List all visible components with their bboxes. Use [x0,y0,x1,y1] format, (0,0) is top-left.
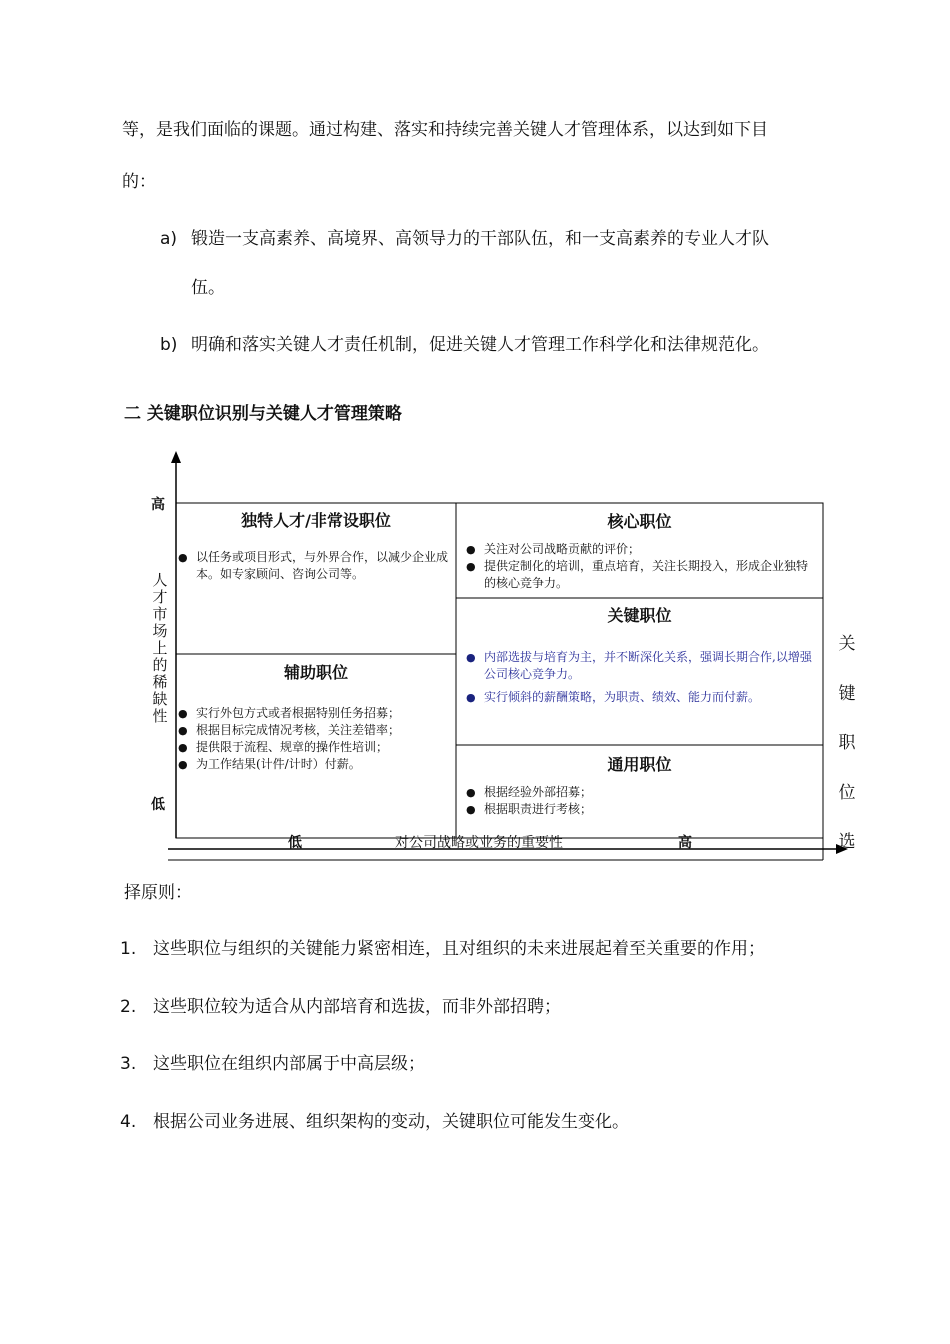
quadrant-key-title: 关键职位 [607,606,672,625]
x-axis-label: 对公司战略或业务的重要性 [395,835,563,851]
quadrant-core-list [466,541,818,592]
y-axis-arrowhead [171,451,181,463]
principle-4-number: 4. [120,1112,137,1132]
y-axis-label: 人才市场上的稀缺性 [152,571,168,725]
list-item: ● 为工作结果(计件/计时）付薪。 [178,756,450,773]
list-item: ● 实行外包方式或者根据特别任务招募； [178,705,450,722]
principle-3-text: 这些职位在组织内部属于中高层级； [153,1054,425,1074]
list-item: ● 提供限于流程、规章的操作性培训； [178,739,450,756]
principle-4-text: 根据公司业务进展、组织架构的变动，关键职位可能发生变化。 [153,1112,629,1132]
x-axis-high-label: 高 [678,835,692,851]
quadrant-general-title: 通用职位 [607,755,672,774]
list-item: ● 内部选拔与培育为主，并不断深化关系，强调长期合作,以增强公司核心竞争力。 [466,649,818,683]
principle-2-text: 这些职位较为适合从内部培育和选拔，而非外部招聘； [153,997,561,1017]
quadrant-unique-list [178,549,450,583]
quadrant-general-list [466,784,818,818]
goal-a-line-1: 锻造一支高素养、高境界、高领导力的干部队伍，和一支高素养的专业人才队 [191,229,769,249]
intro-line-2: 的： [122,172,156,192]
y-axis-high-label: 高 [151,497,165,513]
intro-line-1: 等，是我们面临的课题。通过构建、落实和持续完善关键人才管理体系，以达到如下目 [122,120,768,140]
principle-3-number: 3. [120,1054,137,1074]
after-diagram-text: 择原则： [124,883,192,903]
quadrant-support-title: 辅助职位 [283,663,348,682]
list-item: ● 根据经验外部招募； [466,784,818,801]
quadrant-unique-title: 独特人才/非常设职位 [241,511,391,530]
goal-b-marker: b) [160,335,178,355]
list-item: ● 以任务或项目形式，与外界合作，以减少企业成本。如专家顾问、咨询公司等。 [178,549,450,583]
list-item: ● 提供定制化的培训，重点培育，关注长期投入，形成企业独特的核心竞争力。 [466,558,818,592]
quadrant-support-list [178,705,450,773]
list-item: ● 关注对公司战略贡献的评价； [466,541,818,558]
quadrant-key-list [466,649,818,706]
goal-a-line-2: 伍。 [191,278,225,298]
goal-a-marker: a) [160,229,178,249]
principle-1-number: 1. [120,939,137,959]
side-wrapped-text: 关键职位选 [838,634,856,852]
section-heading: 二 关键职位识别与关键人才管理策略 [124,404,402,424]
list-item: ● 实行倾斜的薪酬策略，为职责、绩效、能力而付薪。 [466,689,818,706]
principle-2-number: 2. [120,997,137,1017]
list-item: ● 根据职责进行考核； [466,801,818,818]
goal-b-line-1: 明确和落实关键人才责任机制，促进关键人才管理工作科学化和法律规范化。 [191,335,769,355]
principle-1-text: 这些职位与组织的关键能力紧密相连，且对组织的未来进展起着至关重要的作用； [153,939,765,959]
quadrant-core-title: 核心职位 [607,512,672,531]
x-axis-low-label: 低 [288,835,302,851]
list-item: ● 根据目标完成情况考核，关注差错率； [178,722,450,739]
y-axis-low-label: 低 [151,797,165,813]
